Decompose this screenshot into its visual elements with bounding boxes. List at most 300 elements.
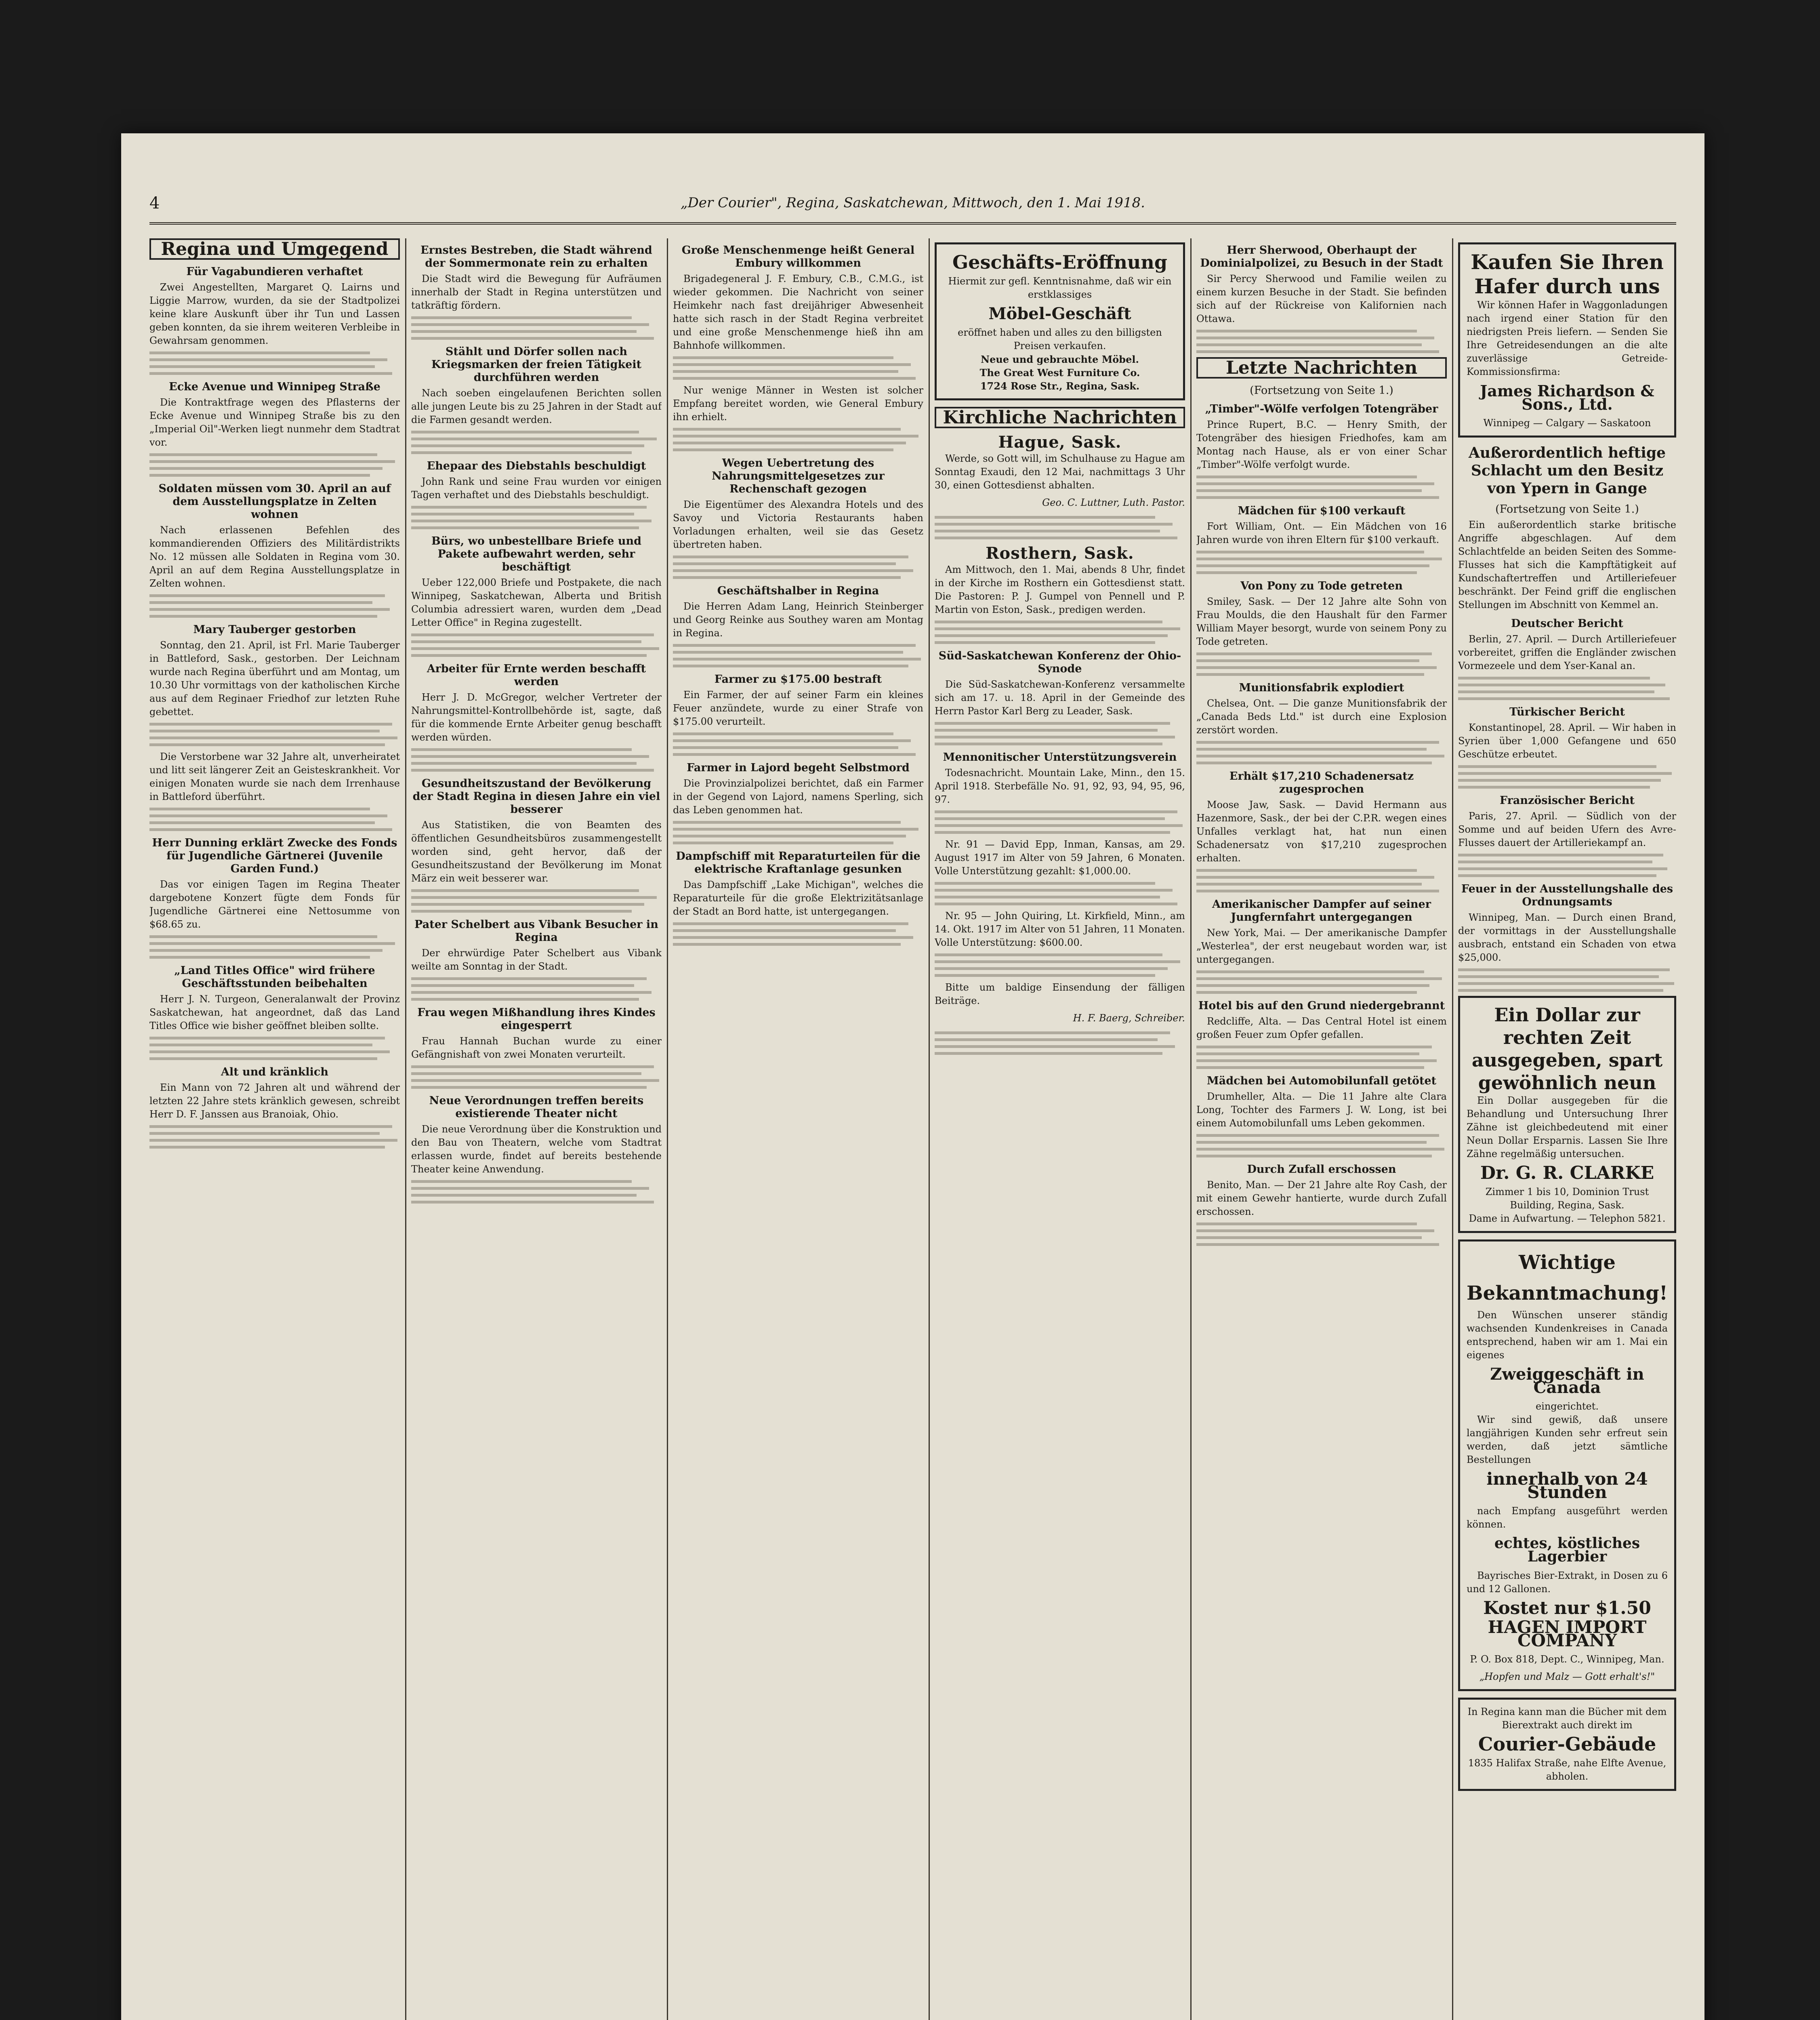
furniture-ad xyxy=(935,242,1185,400)
text-line xyxy=(149,821,375,824)
article-list xyxy=(1196,244,1447,353)
text-line xyxy=(935,882,1155,885)
text-line xyxy=(673,448,893,451)
text-line xyxy=(1196,890,1439,892)
text-line xyxy=(1458,874,1656,877)
article-text: Chelsea, Ont. — Die ganze Munitionsfabrik der „Canada Beds Ltd." ist durch eine Explosion zerstört worden. xyxy=(1196,698,1447,736)
text-line xyxy=(1458,690,1654,693)
text-line xyxy=(149,942,395,945)
furniture-ad-line: Hiermit zur gefl. Kenntnisnahme, daß wir ein erstklassiges xyxy=(948,276,1172,300)
text-filler xyxy=(1196,1046,1447,1069)
text-line xyxy=(673,370,898,373)
article-text: Smiley, Sask. — Der 12 Jahre alte Sohn von Frau Moulds, die den Haushalt für den Farmer William Mayer besorgt, wurde von seinem Pony zu Tode getreten. xyxy=(1196,596,1447,647)
article-list xyxy=(1458,617,1676,992)
text-line xyxy=(1196,482,1434,485)
text-line xyxy=(673,363,911,366)
richardson-ad-firm: James Richardson & Sons., Ltd. xyxy=(1480,382,1654,413)
text-line xyxy=(1196,1046,1432,1048)
text-line xyxy=(1196,558,1442,560)
text-line xyxy=(935,736,1175,739)
text-line xyxy=(149,365,375,368)
article-text: Das vor einigen Tagen im Regina Theater dargebotene Konzert fügte dem Fonds für Jugendliche Gärtnerei eine Nettosumme von $68.65 zu. xyxy=(149,879,400,930)
text-line xyxy=(149,594,385,597)
article-headline: Ecke Avenue und Winnipeg Straße xyxy=(169,381,380,393)
text-line xyxy=(411,889,639,892)
text-line xyxy=(935,903,1177,905)
dentist-ad-title: Ein Dollar zur rechten Zeit ausgegeben, spart gewöhnlich neun xyxy=(1471,1004,1663,1094)
text-line xyxy=(411,431,639,433)
text-filler xyxy=(411,1065,662,1089)
article-headline: Hotel bis auf den Grund niedergebrannt xyxy=(1198,999,1445,1012)
article-headline: Durch Zufall erschossen xyxy=(1247,1163,1396,1176)
text-line xyxy=(1196,1148,1444,1151)
text-line xyxy=(935,831,1170,834)
article-headline: Amerikanischer Dampfer auf seiner Jungfernfahrt untergegangen xyxy=(1212,898,1431,924)
text-line xyxy=(411,769,654,772)
text-line xyxy=(149,1037,385,1039)
text-filler xyxy=(149,1125,400,1149)
text-line xyxy=(673,746,898,749)
hagen-ad-address: P. O. Box 818, Dept. C., Winnipeg, Man. xyxy=(1470,1654,1664,1665)
text-line xyxy=(1458,982,1674,985)
article-list xyxy=(1196,403,1447,1246)
text-line xyxy=(673,943,901,946)
text-line xyxy=(1458,772,1672,775)
text-line xyxy=(673,576,901,579)
text-filler xyxy=(1458,677,1676,700)
text-line xyxy=(149,814,387,817)
hagen-ad-text: nach Empfang ausgeführt werden können. xyxy=(1467,1505,1668,1530)
text-line xyxy=(935,530,1160,532)
text-line xyxy=(411,1180,632,1183)
church-location: Hague, Sask. xyxy=(998,433,1122,452)
text-line xyxy=(1196,673,1424,676)
article-text: Nr. 95 — John Quiring, Lt. Kirkfield, Minn., am 14. Okt. 1917 im Alter von 51 Jahren, 11 Monaten. Volle Unterstützung: $600.00. xyxy=(935,910,1185,948)
hagen-ad-text: Wir sind gewiß, daß unsere langjährigen Kunden sehr erfreut sein werden, daß jetzt sämtliche Bestellungen xyxy=(1467,1414,1668,1465)
article-text: Moose Jaw, Sask. — David Hermann aus Hazenmore, Sask., der bei der C.P.R. wegen eines Unfalles verklagt hat, hat nun einen Schadenersatz von $17,210 zugesprochen erhalten. xyxy=(1196,799,1447,864)
war-text: Ein außerordentlich starke britische Angriffe abgeschlagen. Auf dem Schlachtfelde an beiden Seiten des Somme-Flusses hat sich die Kampftätigkeit auf Kundschaftertreffen und Artilleriefeuer beschränkt. Der Feind griff die englischen Stellungen im Abschnitt von Kemmel an. xyxy=(1458,519,1676,610)
text-line xyxy=(411,1194,637,1197)
text-line xyxy=(935,516,1155,519)
text-line xyxy=(673,428,901,431)
text-line xyxy=(411,526,639,529)
text-line xyxy=(411,444,644,447)
text-line xyxy=(149,828,392,831)
article-headline: Feuer in der Ausstellungshalle des Ordnungsamts xyxy=(1461,883,1673,908)
furniture-ad-title: Geschäfts-Eröffnung xyxy=(952,251,1167,273)
hagen-ad xyxy=(1458,1239,1676,1691)
article-text: John Rank und seine Frau wurden vor einigen Tagen verhaftet und des Diebstahls beschuldigt. xyxy=(411,476,662,501)
text-line xyxy=(673,821,901,824)
text-line xyxy=(1458,968,1670,971)
hagen-ad-price: Kostet nur $1.50 xyxy=(1483,1598,1651,1618)
text-line xyxy=(1458,697,1670,700)
text-filler xyxy=(149,594,400,618)
article-text: Paris, 27. April. — Südlich von der Somme und auf beiden Ufern des Avre-Flusses dauert der Artilleriekampf an. xyxy=(1458,810,1676,848)
text-line xyxy=(149,467,382,470)
text-line xyxy=(1458,975,1659,978)
richardson-ad-title: Kaufen Sie Ihren Hafer durch uns xyxy=(1471,250,1664,298)
article-headline: „Land Titles Office" wird frühere Geschäftsstunden beibehalten xyxy=(174,964,375,990)
text-line xyxy=(149,460,395,463)
text-line xyxy=(1196,571,1417,574)
text-line xyxy=(149,372,392,375)
article-text: New York, Mai. — Der amerikanische Dampfer „Westerlea", der erst neugebaut worden war, ist untergegangen. xyxy=(1196,927,1447,965)
text-line xyxy=(149,453,377,456)
article-text: Nur wenige Männer in Westen ist solcher Empfang bereitet worden, wie General Embury ihn erhielt. xyxy=(673,385,923,423)
text-filler xyxy=(673,644,923,667)
courier-notice-line: 1835 Halifax Straße, nahe Elfte Avenue, abholen. xyxy=(1468,1757,1667,1782)
text-filler xyxy=(935,516,1185,539)
text-line xyxy=(1196,970,1424,973)
dentist-ad xyxy=(1458,996,1676,1233)
article-text: Fort William, Ont. — Ein Mädchen von 16 Jahren wurde von ihren Eltern für $100 verkauft. xyxy=(1196,521,1447,545)
text-line xyxy=(149,935,377,938)
text-line xyxy=(673,569,913,572)
text-line xyxy=(1196,883,1422,886)
text-line xyxy=(1458,779,1661,782)
text-line xyxy=(411,984,634,987)
article-headline: Ehepaar des Diebstahls beschuldigt xyxy=(427,460,646,472)
furniture-ad-line: 1724 Rose Str., Regina, Sask. xyxy=(980,380,1140,392)
text-line xyxy=(411,647,659,650)
text-line xyxy=(1196,1155,1432,1157)
article-text: Ueber 122,000 Briefe und Postpakete, die nach Winnipeg, Saskatchewan, Alberta und British Columbia adressiert waren, wurden dem „Dead Letter Office" in Regina zugestellt. xyxy=(411,577,662,628)
article-text: Herr J. N. Turgeon, Generalanwalt der Provinz Saskatchewan, hat angeordnet, daß das Land Titles Office wie bisher geöffnet bleiben sollte. xyxy=(149,993,400,1031)
article-text: Die Stadt wird die Bewegung für Aufräumen innerhalb der Stadt in Regina unterstützen und tatkräftig fördern. xyxy=(411,273,662,311)
text-line xyxy=(411,991,652,994)
text-filler xyxy=(149,351,400,375)
text-line xyxy=(935,621,1162,623)
article-text: Bitte um baldige Einsendung der fälligen Beiträge. xyxy=(935,982,1185,1006)
text-line xyxy=(935,967,1168,970)
section-title-latest: Letzte Nachrichten xyxy=(1196,357,1447,379)
text-line xyxy=(1196,350,1439,353)
article-headline: Stählt und Dörfer sollen nach Kriegsmarken der freien Tätigkeit durchführen werden xyxy=(431,345,642,384)
article-text: Am Mittwoch, den 1. Mai, abends 8 Uhr, findet in der Kirche im Rosthern ein Gottesdienst statt. Die Pastoren: P. J. Gumpel von Pennell und P. Martin von Eston, Sask., predigen werden. xyxy=(935,564,1185,615)
text-line xyxy=(149,601,372,604)
column-5 xyxy=(1196,238,1447,2020)
text-line xyxy=(1196,1134,1439,1137)
text-line xyxy=(1196,1052,1419,1055)
article-text: Ein Mann von 72 Jahren alt und während der letzten 22 Jahre stets kränklich gewesen, schreibt Herr D. F. Janssen aus Branoiak, Ohio. xyxy=(149,1082,400,1120)
article-list xyxy=(935,433,1185,1055)
text-line xyxy=(1196,762,1432,764)
courier-building: Courier-Gebäude xyxy=(1478,1733,1656,1755)
text-line xyxy=(935,1052,1162,1055)
text-filler xyxy=(935,882,1185,905)
article-headline: Für Vagabundieren verhaftet xyxy=(186,265,363,278)
article-headline: Frau wegen Mißhandlung ihres Kindes eingesperrt xyxy=(417,1006,656,1032)
text-line xyxy=(673,842,893,844)
text-line xyxy=(1196,748,1427,751)
text-filler xyxy=(673,428,923,451)
richardson-ad-cities: Winnipeg — Calgary — Saskatoon xyxy=(1483,417,1651,429)
text-line xyxy=(149,474,370,477)
text-line xyxy=(149,1125,392,1128)
text-line xyxy=(673,562,896,565)
text-line xyxy=(149,358,387,361)
hagen-ad-beer: echtes, köstliches Lagerbier xyxy=(1494,1535,1640,1565)
text-line xyxy=(149,949,382,952)
text-line xyxy=(1196,337,1434,339)
text-line xyxy=(1196,1141,1427,1144)
text-line xyxy=(935,729,1158,732)
article-headline: „Timber"-Wölfe verfolgen Totengräber xyxy=(1205,403,1438,415)
article-headline: Wegen Uebertretung des Nahrungsmittelgesetzes zur Rechenschaft gezogen xyxy=(712,457,885,495)
furniture-ad-line: eröffnet haben und alles zu den billigsten Preisen verkaufen. xyxy=(958,327,1162,351)
column-divider xyxy=(929,238,930,2020)
article-text: Die Süd-Saskatchewan-Konferenz versammelte sich am 17. u. 18. April in der Gemeinde des Herrn Pastor Karl Berg zu Leader, Sask. xyxy=(935,679,1185,717)
text-filler xyxy=(411,506,662,529)
richardson-ad xyxy=(1458,242,1676,438)
text-line xyxy=(1196,496,1439,499)
text-line xyxy=(1196,869,1417,872)
text-line xyxy=(1196,977,1442,980)
text-filler xyxy=(149,723,400,746)
hagen-ad-intro: Den Wünschen unserer ständig wachsenden Kundenkreises in Canada entsprechend, haben wir am 1. Mai ein eigenes xyxy=(1467,1309,1668,1361)
text-filler xyxy=(411,1180,662,1204)
text-filler xyxy=(1458,854,1676,877)
article-text: Herr J. D. McGregor, welcher Vertreter der Nahrungsmittel-Kontrollbehörde ist, sagte, daß für die kommende Ernte Arbeiter genug beschafft werden würden. xyxy=(411,692,662,743)
article-text: Zwei Angestellten, Margaret Q. Lairns und Liggie Marrow, wurden, da sie der Stadtpolizei keine klare Auskunft über ihr Tun und Lassen geben konnten, da sie ihrem weiteren Verbleibe in Gewahrsam genommen. xyxy=(149,282,400,346)
article-list xyxy=(411,244,662,1204)
text-filler xyxy=(935,953,1185,977)
text-line xyxy=(1196,489,1422,492)
text-line xyxy=(1458,786,1650,789)
text-filler xyxy=(411,889,662,913)
text-line xyxy=(673,929,896,932)
text-line xyxy=(935,810,1177,813)
text-line xyxy=(935,523,1173,526)
article-headline: Süd-Saskatchewan Konferenz der Ohio-Synode xyxy=(938,650,1181,675)
text-line xyxy=(411,323,649,326)
text-filler xyxy=(1196,741,1447,764)
article-text: Redcliffe, Alta. — Das Central Hotel ist einem großen Feuer zum Opfer gefallen. xyxy=(1196,1016,1447,1040)
text-filler xyxy=(149,1037,400,1060)
article-text: Die neue Verordnung über die Konstruktion und den Bau von Theatern, welche vom Stadtrat erlassen wurde, findet auf bereits bestehende Theater keine Anwendung. xyxy=(411,1124,662,1175)
text-line xyxy=(1196,1059,1437,1062)
text-line xyxy=(411,896,657,899)
text-filler xyxy=(1196,869,1447,892)
text-line xyxy=(411,910,632,913)
article-headline: Arbeiter für Ernte werden beschafft werden xyxy=(427,663,646,688)
courier-notice xyxy=(1458,1698,1676,1791)
text-line xyxy=(935,634,1168,637)
text-filler xyxy=(1196,652,1447,676)
text-line xyxy=(1196,741,1439,744)
article-text: Todesnachricht. Mountain Lake, Minn., den 15. April 1918. Sterbefälle No. 91, 92, 93, 94, 95, 96, 97. xyxy=(935,767,1185,805)
text-line xyxy=(673,753,916,756)
article-headline: Ernstes Bestreben, die Stadt während der Sommermonate rein zu erhalten xyxy=(420,244,652,269)
text-line xyxy=(411,520,652,522)
text-line xyxy=(673,377,916,380)
text-line xyxy=(149,1050,390,1053)
article-text: Nach erlassenen Befehlen des kommandierenden Offiziers des Militärdistrikts No. 12 müssen alle Soldaten in Regina vom 30. April an auf dem Regina Ausstellungsplatze in Zelten wohnen. xyxy=(149,524,400,589)
text-line xyxy=(1458,854,1663,856)
text-line xyxy=(411,1065,654,1068)
continued-note: (Fortsetzung von Seite 1.) xyxy=(1495,503,1639,516)
text-line xyxy=(1196,564,1429,567)
text-line xyxy=(411,337,654,340)
text-line xyxy=(411,451,632,454)
article-text: Werde, so Gott will, im Schulhause zu Hague am Sonntag Exaudi, den 12 Mai, nachmittags 3 Uhr 30, einen Gottesdienst abhalten. xyxy=(935,453,1185,491)
hagen-ad-text: Bayrisches Bier-Extrakt, in Dosen zu 6 und 12 Gallonen. xyxy=(1467,1570,1668,1595)
text-filler xyxy=(935,1031,1185,1055)
text-line xyxy=(673,835,906,837)
column-divider xyxy=(667,238,668,2020)
text-line xyxy=(935,974,1155,977)
text-filler xyxy=(411,633,662,657)
column-divider xyxy=(1452,238,1453,2020)
article-text: Drumheller, Alta. — Die 11 Jahre alte Clara Long, Tochter des Farmers J. W. Long, ist bei einem Automobilunfall ums Leben gekommen. xyxy=(1196,1091,1447,1129)
text-line xyxy=(1196,1229,1434,1232)
article-signature: Geo. C. Luttner, Luth. Pastor. xyxy=(1042,497,1185,508)
church-location: Rosthern, Sask. xyxy=(986,544,1134,563)
article-text: Brigadegeneral J. F. Embury, C.B., C.M.G., ist wieder gekommen. Die Nachricht von seiner Heimkehr nach fast dreijähriger Abwesenheit hatte sich rasch in der Stadt Regina verbreitet und eine große Menschenmenge hieß ihn am Bahnhofe willkommen. xyxy=(673,273,923,351)
text-line xyxy=(149,808,370,810)
newspaper-page xyxy=(121,133,1704,2020)
column-1 xyxy=(149,238,400,2020)
text-line xyxy=(411,1201,654,1204)
text-line xyxy=(673,442,906,444)
article-headline: Türkischer Bericht xyxy=(1509,706,1625,718)
text-line xyxy=(1196,343,1422,346)
page-number: 4 xyxy=(149,194,160,213)
text-filler xyxy=(411,748,662,772)
text-line xyxy=(1458,989,1663,992)
text-line xyxy=(411,330,637,333)
article-text: Benito, Man. — Der 21 Jahre alte Roy Cash, der mit einem Gewehr hantierte, wurde durch Zufall erschossen. xyxy=(1196,1179,1447,1217)
text-filler xyxy=(935,810,1185,834)
article-text: Sir Percy Sherwood und Familie weilen zu einem kurzen Besuche in der Stadt. Sie befinden sich auf der Rückreise von Kalifornien nach Ottawa. xyxy=(1196,273,1447,324)
article-headline: Mädchen für $100 verkauft xyxy=(1238,505,1406,517)
article-headline: Munitionsfabrik explodiert xyxy=(1239,682,1404,694)
text-line xyxy=(1196,991,1417,994)
article-text: Ein Farmer, der auf seiner Farm ein kleines Feuer anzündete, wurde zu einer Strafe von $175.00 verurteilt. xyxy=(673,689,923,727)
text-line xyxy=(1458,765,1656,768)
text-line xyxy=(673,665,908,667)
war-headline: Außerordentlich heftige Schlacht um den Besitz von Ypern in Gange xyxy=(1468,444,1666,497)
text-line xyxy=(149,1044,372,1046)
article-text: Nach soeben eingelaufenen Berichten sollen alle jungen Leute bis zu 25 Jahren in der Stadt auf die Farmen gesandt werden. xyxy=(411,387,662,425)
column-divider xyxy=(405,238,406,2020)
text-line xyxy=(1196,876,1434,879)
text-line xyxy=(1196,755,1444,758)
column-2 xyxy=(411,238,662,2020)
article-text: Der ehrwürdige Pater Schelbert aus Vibank weilte am Sonntag in der Stadt. xyxy=(411,947,662,972)
text-filler xyxy=(1458,765,1676,789)
text-line xyxy=(411,748,632,751)
text-line xyxy=(673,732,893,735)
text-line xyxy=(411,1086,647,1089)
text-line xyxy=(1196,330,1417,332)
text-line xyxy=(149,1057,377,1060)
text-line xyxy=(411,640,641,643)
text-line xyxy=(935,817,1165,820)
text-filler xyxy=(1196,476,1447,499)
text-line xyxy=(1196,652,1432,655)
article-headline: Von Pony zu Tode getreten xyxy=(1240,580,1403,592)
text-filler xyxy=(149,935,400,959)
dentist-name: Dr. G. R. CLARKE xyxy=(1480,1163,1654,1183)
article-headline: Soldaten müssen vom 30. April an auf dem Ausstellungsplatze in Zelten wohnen xyxy=(158,482,391,521)
article-headline: Große Menschenmenge heißt General Embury willkommen xyxy=(681,244,915,269)
furniture-ad-line: Möbel-Geschäft xyxy=(988,304,1131,323)
text-line xyxy=(935,537,1177,539)
article-text: Nr. 91 — David Epp, Inman, Kansas, am 29. August 1917 im Alter von 59 Jahren, 6 Monaten. Volle Unterstützung gezahlt: $1,000.00. xyxy=(935,839,1185,877)
section-title-church: Kirchliche Nachrichten xyxy=(935,407,1185,428)
text-line xyxy=(935,889,1173,892)
text-line xyxy=(411,903,644,906)
text-filler xyxy=(411,431,662,454)
hagen-ad-footer: „Hopfen und Malz — Gott erhalt's!" xyxy=(1479,1671,1655,1682)
text-line xyxy=(411,755,649,758)
column-4 xyxy=(935,238,1185,2020)
dentist-ad-body: Ein Dollar ausgegeben für die Behandlung und Untersuchung Ihrer Zähne ist gleichbedeutend mit einer Neun Dollar Ersparnis. Lassen Sie Ihre Zähne regelmäßig untersuchen. xyxy=(1467,1095,1668,1159)
text-line xyxy=(149,723,392,726)
text-line xyxy=(411,438,657,440)
text-line xyxy=(673,651,903,654)
text-filler xyxy=(1196,1223,1447,1246)
text-filler xyxy=(935,621,1185,644)
text-line xyxy=(1196,666,1437,669)
text-line xyxy=(935,953,1162,956)
article-headline: Mädchen bei Automobilunfall getötet xyxy=(1206,1075,1437,1087)
text-line xyxy=(1458,861,1652,863)
text-filler xyxy=(673,356,923,380)
text-line xyxy=(673,922,908,925)
text-filler xyxy=(673,821,923,844)
text-line xyxy=(935,722,1170,725)
text-filler xyxy=(1196,970,1447,994)
text-line xyxy=(673,936,913,939)
dentist-phone: Dame in Aufwartung. — Telephon 5821. xyxy=(1469,1213,1666,1224)
text-line xyxy=(411,506,647,509)
text-line xyxy=(935,1045,1175,1048)
text-filler xyxy=(1458,968,1676,992)
text-filler xyxy=(673,732,923,756)
text-filler xyxy=(1196,330,1447,353)
text-line xyxy=(673,644,916,647)
article-headline: Alt und kränklich xyxy=(221,1066,328,1078)
dentist-address: Zimmer 1 bis 10, Dominion Trust Building, Regina, Sask. xyxy=(1485,1186,1649,1211)
masthead: „Der Courier", Regina, Saskatchewan, Mittwoch, den 1. Mai 1918. xyxy=(681,195,1145,211)
continued-note: (Fortsetzung von Seite 1.) xyxy=(1250,384,1393,397)
text-line xyxy=(673,739,911,742)
article-headline: Französischer Bericht xyxy=(1500,794,1635,807)
richardson-ad-body: Wir können Hafer in Waggonladungen nach irgend einer Station für den niedrigsten Preis liefern. — Senden Sie Ihre Getreidesendungen an die alte zuverlässige Getreide-Kommissionsfirma: xyxy=(1467,299,1668,377)
text-line xyxy=(149,736,397,739)
article-headline: Gesundheitszustand der Bevölkerung der Stadt Regina in diesen Jahre ein viel besserer xyxy=(412,777,660,816)
article-headline: Herr Sherwood, Oberhaupt der Dominialpolizei, zu Besuch in der Stadt xyxy=(1200,244,1443,269)
article-list xyxy=(149,265,400,1149)
text-filler xyxy=(673,556,923,579)
hagen-ad-hours: innerhalb von 24 Stunden xyxy=(1486,1469,1648,1502)
text-line xyxy=(1458,867,1667,870)
furniture-ad-line: Neue und gebrauchte Möbel. xyxy=(981,354,1139,365)
text-line xyxy=(1458,684,1665,686)
text-line xyxy=(1196,1066,1424,1069)
article-headline: Farmer in Lajord begeht Selbstmord xyxy=(687,762,910,774)
text-line xyxy=(149,608,390,611)
text-line xyxy=(411,654,647,657)
text-line xyxy=(673,435,918,438)
text-line xyxy=(935,960,1180,963)
text-filler xyxy=(935,722,1185,745)
text-line xyxy=(149,743,385,746)
column-divider xyxy=(1190,238,1192,2020)
